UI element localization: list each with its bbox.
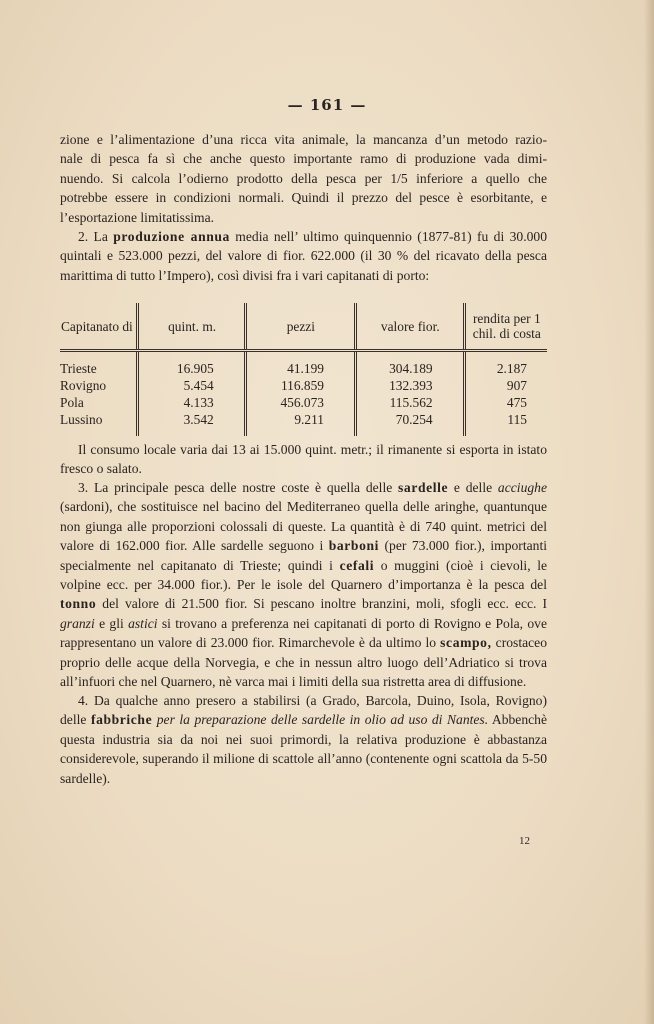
text-span: e delle	[448, 480, 498, 495]
paragraph-annual-production	[60, 227, 547, 285]
text-line: l’esportazione limitatissima.	[60, 209, 215, 225]
paragraph	[60, 691, 547, 788]
table-cell: 16.905	[138, 360, 245, 377]
bold-term: produzione annua	[113, 229, 230, 244]
text-line: nale di pesca fa sì che anche questo importante ramo di produzione vada dimi-	[60, 151, 547, 167]
table-cell: Pola	[60, 395, 84, 410]
text-span: (sardoni), che sostituisce nel bacino del Mediterraneo quella delle aringhe, quantunque non giunga alle proporzioni colossali di queste. La quantità è di 740 quint. metrici del valore di 162.000 fior. Alle sardelle seguono i	[60, 499, 547, 554]
table-cell: 3.542	[138, 411, 245, 428]
production-table	[60, 303, 547, 436]
table-cell: 2.187	[464, 360, 547, 377]
table-cell: 304.189	[355, 360, 464, 377]
text-span: 3. La principale pesca delle nostre coste è quella delle	[78, 480, 399, 495]
bold-term: scampo,	[440, 635, 492, 651]
page-edge	[644, 0, 654, 1024]
text-span: Abbenchè questa industria sia da noi nei suoi primordi, la relativa produzione è abbastanza considerevole, superando il milione di scattole all’anno (contenente ogni scattola da 5-50 sardelle).	[60, 712, 547, 786]
italic-term: granzi	[60, 615, 95, 631]
table-cell: 115	[464, 411, 547, 428]
paragraph-local-consumption	[60, 440, 547, 479]
text-span: e gli	[94, 615, 129, 631]
table-cell: 9.211	[245, 411, 355, 428]
table-cell: 116.859	[245, 377, 355, 394]
page-number: — 161 —	[287, 96, 367, 114]
table-header: Capitanato di	[60, 303, 138, 351]
paragraph	[60, 227, 547, 285]
text-line: potrebbe essere in condizioni normali. Quindi il prezzo del pesce è esorbitante, e	[60, 190, 547, 206]
text-span: o muggini (cioè i cievoli, le volpine ecc. per 34.000 fior.). Per le isole del Quarnero d’importanza è la pesca del	[60, 557, 548, 593]
table-row	[60, 377, 547, 394]
table-row	[60, 394, 547, 411]
paragraph-continuation	[60, 130, 547, 227]
table-cell: 4.133	[138, 394, 245, 411]
italic-term: astici	[128, 615, 158, 631]
text-span: (per 73.000 fior.), importanti specialmente nel capitanato di Trieste; quindi i	[60, 538, 547, 573]
table-cell: 115.562	[355, 394, 464, 411]
paragraph: Il consumo locale varia dai 13 ai 15.000 quint. metr.; il rimanente si esporta in istato fresco o salato.	[60, 442, 547, 477]
text-line: zione e l’alimentazione d’una ricca vita animale, la mancanza d’un metodo razio-	[60, 132, 547, 147]
table-cell: Rovigno	[60, 378, 107, 393]
text-span: crostaceo proprio delle acque della Norvegia, e che in nessun altro luogo dell’Adriatico si trova all’infuori che nel Quarnero, nè varca mai i limiti della sua ristretta area di diffusione.	[60, 635, 547, 690]
paragraph-sardines	[60, 478, 547, 691]
table-cell: 475	[464, 394, 547, 411]
text-span: 4. Da qualche anno presero a stabilirsi (a Grado, Barcola, Duino, Isola, Rovigno) delle	[60, 693, 547, 728]
bold-term: cefali	[339, 557, 375, 573]
signature-mark: 12	[519, 835, 530, 847]
table-cell: 70.254	[355, 411, 464, 428]
table-cell: 5.454	[138, 377, 245, 394]
table-cell: Trieste	[60, 361, 97, 376]
italic-term: acciughe	[497, 480, 547, 495]
bold-term: barboni	[328, 538, 380, 554]
table-cell: Lussino	[60, 412, 103, 427]
table-header: pezzi	[245, 303, 355, 351]
text-span: 2. La	[78, 229, 114, 244]
table-cell: 132.393	[355, 377, 464, 394]
text-line: nuendo. Si calcola l’odierno prodotto della pesca per 1/5 inferiore a quello che	[60, 170, 547, 186]
table-header: valore fior.	[355, 303, 464, 351]
table-header: quint. m.	[138, 303, 245, 351]
paragraph	[60, 478, 547, 691]
table-header: rendita per 1 chil. di costa	[464, 303, 547, 351]
table-cell: 907	[464, 377, 547, 394]
bold-term: sardelle	[398, 480, 449, 495]
table-cell: 41.199	[245, 360, 355, 377]
table-cell: 456.073	[245, 394, 355, 411]
italic-term: per la preparazione delle sardelle in olio ad uso di Nantes.	[152, 712, 489, 728]
table-row	[60, 360, 547, 377]
bold-term: tonno	[60, 596, 97, 612]
paragraph-factories	[60, 691, 547, 788]
text-span: media nell’ ultimo quinquennio (1877-81) fu di 30.000 quintali e 523.000 pezzi, del valore di fior. 622.000 (il 30 % del ricavato della pesca marittima di tutto l’Impero), così divisi fra i vari capitanati di porto:	[60, 229, 547, 283]
table-row	[60, 411, 547, 428]
text-span: si trovano a preferenza nei capitanati di porto di Rovigno e Pola, ove rappresentano un valore di 23.000 fior. Rimarchevole è da ultimo lo	[60, 615, 547, 651]
text-span: del valore di 21.500 fior. Si pescano inoltre branzini, moli, sfogli ecc. ecc. I	[96, 596, 547, 612]
bold-term: fabbriche	[90, 712, 153, 728]
